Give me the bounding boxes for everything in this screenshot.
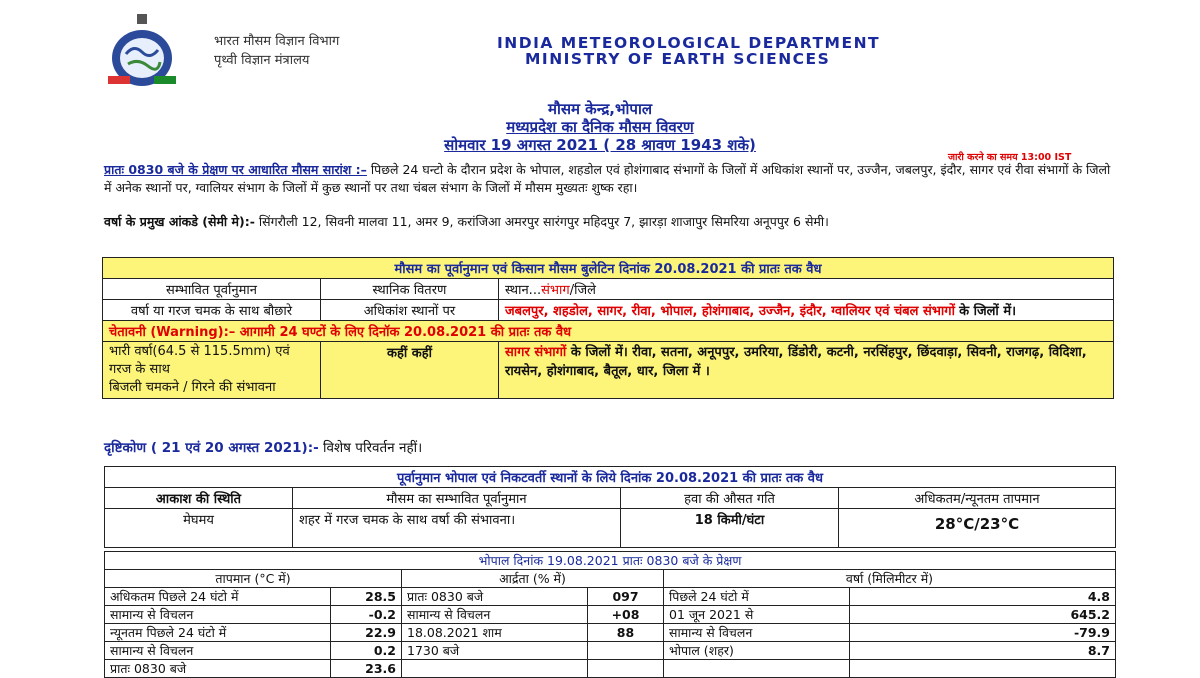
humidity-value: +08	[588, 606, 664, 624]
observation-rows	[105, 588, 1116, 678]
humidity-value: 097	[588, 588, 664, 606]
wind-header: हवा की औसत गति	[621, 488, 839, 509]
temperature-header: तापमान (°C में)	[105, 570, 402, 588]
rain-label: 01 जून 2021 से	[664, 606, 850, 624]
outlook-text: विशेष परिवर्तन नहीं।	[323, 440, 423, 456]
temp-label: सामान्य से विचलन	[105, 606, 331, 624]
places-col-suffix: /जिले	[569, 283, 596, 298]
temp-value: 22.9	[331, 624, 402, 642]
warning-places-text: के जिलों में। रीवा, सतना, अनूपपुर, उमरिया, डिंडोरी, कटनी, नरसिंहपुर, छिंदवाड़ा, सिवनी, राजगढ़, विदिशा, रायसेन, होशंगाबाद, बैतूल, धार, जिला में ।	[505, 345, 1087, 379]
dept-name-hindi: भारत मौसम विज्ञान विभाग	[214, 34, 340, 49]
rain-value: 4.8	[850, 588, 1116, 606]
summary-text: पिछले 24 घन्टो के दौरान प्रदेश के भोपाल, शहडोल एवं होशंगाबाद संभागों के जिलों में अधिकांश स्थानों पर, उज्जैन, जबलपुर, इंदौर, सागर एवं रीवा संभागों के जिलो में अनेक स्थानों पर, ग्वालियर संभाग के जिलों में कुछ स्थानों पर तथा चंबल संभाग के जिलों में मौसम मुख्यतः शुष्क रहा।	[104, 162, 1111, 195]
places-col-division: संभाग	[541, 283, 570, 298]
forecast-col-header: सम्भावित पूर्वानुमान	[103, 279, 321, 300]
report-title: मध्यप्रदेश का दैनिक मौसम विवरण	[506, 118, 694, 136]
humidity-header: आर्द्रता (% में)	[402, 570, 664, 588]
centre-title: मौसम केन्द्र,भोपाल	[547, 100, 652, 118]
warning-forecast-line1: भारी वर्षा(64.5 से 115.5mm) एवं गरज के साथ	[109, 344, 290, 377]
sky-value: मेघमय	[105, 509, 293, 548]
issue-time-value: 13:00 IST	[1020, 152, 1072, 163]
rain-value: 8.7	[850, 642, 1116, 660]
forecast-table	[102, 257, 1114, 399]
rain-value: 645.2	[850, 606, 1116, 624]
temp-value: -0.2	[331, 606, 402, 624]
rainfall-heading: वर्षा के प्रमुख आंकडे (सेमी मे):-	[104, 214, 255, 229]
temp-label: अधिकतम पिछले 24 घंटो में	[105, 588, 331, 606]
weather-summary	[104, 161, 1116, 196]
rainfall-text: सिंगरौली 12, सिवनी मालवा 11, अमर 9, करांजिआ अमरपुर सारंगपुर महिदपुर 7, झारड़ा शाजापुर सिमरिया अनूपपुर 6 सेमी।	[258, 214, 829, 229]
issue-time-label: जारी करने का समय	[948, 152, 1018, 163]
warning-places-red: सागर संभागों	[505, 345, 567, 360]
rainfall-section	[104, 213, 1116, 231]
rain-label: भोपाल (शहर)	[664, 642, 850, 660]
observation-row	[105, 642, 1116, 660]
humidity-value: 88	[588, 624, 664, 642]
observation-row	[105, 606, 1116, 624]
weather-header: मौसम का सम्भावित पूर्वानुमान	[293, 488, 621, 509]
temp-value: 28.5	[331, 588, 402, 606]
sky-header: आकाश की स्थिति	[105, 488, 293, 509]
warning-places	[499, 342, 1114, 399]
distribution-col-header: स्थानिक वितरण	[321, 279, 499, 300]
humidity-label: प्रातः 0830 बजे	[402, 588, 588, 606]
dept-name-english: INDIA METEOROLOGICAL DEPARTMENT	[497, 34, 881, 52]
humidity-label: 1730 बजे	[402, 642, 588, 660]
rain-label: पिछले 24 घंटो में	[664, 588, 850, 606]
forecast-row-distribution: अधिकांश स्थानों पर	[321, 300, 499, 321]
places-col-header	[499, 279, 1114, 300]
temp-value: 0.2	[331, 642, 402, 660]
report-date: सोमवार 19 अगस्त 2021 ( 28 श्रावण 1943 शके)	[444, 136, 756, 154]
observation-row	[105, 588, 1116, 606]
warning-distribution: कहीं कहीं	[321, 342, 499, 399]
warning-forecast-line2: बिजली चमकने / गिरने की संभावना	[109, 380, 276, 395]
temp-value: 28°C/23°C	[839, 509, 1116, 548]
humidity-value	[588, 642, 664, 660]
observation-title: भोपाल दिनांक 19.08.2021 प्रातः 0830 बजे के प्रेक्षण	[105, 552, 1116, 570]
summary-heading: प्रातः 0830 बजे के प्रेक्षण पर आधारित मौसम सारांश :–	[104, 162, 367, 177]
temp-value: 23.6	[331, 660, 402, 678]
ministry-name-hindi: पृथ्वी विज्ञान मंत्रालय	[214, 53, 310, 68]
ministry-name-english: MINISTRY OF EARTH SCIENCES	[525, 50, 831, 68]
rain-value: -79.9	[850, 624, 1116, 642]
outlook-heading: दृष्टिकोण ( 21 एवं 20 अगस्त 2021):-	[104, 440, 319, 456]
forecast-table-title: मौसम का पूर्वानुमान एवं किसान मौसम बुलेटिन दिनांक 20.08.2021 की प्रातः तक वैध	[103, 258, 1114, 279]
wind-value: 18 किमी/घंटा	[621, 509, 839, 548]
temp-label: प्रातः 0830 बजे	[105, 660, 331, 678]
weather-value: शहर में गरज चमक के साथ वर्षा की संभावना।	[293, 509, 621, 548]
imd-emblem-icon	[104, 14, 180, 88]
warning-title	[103, 321, 1114, 342]
humidity-label: सामान्य से विचलन	[402, 606, 588, 624]
outlook-section	[104, 438, 422, 456]
temp-label: न्यूनतम पिछले 24 घंटो में	[105, 624, 331, 642]
observation-row	[105, 624, 1116, 642]
rainfall-header: वर्षा (मिलिमीटर में)	[664, 570, 1116, 588]
forecast-row-forecast: वर्षा या गरज चमक के साथ बौछारे	[103, 300, 321, 321]
places-col-prefix: स्थान...	[505, 283, 542, 298]
warning-forecast	[103, 342, 321, 399]
bhopal-forecast-table	[104, 466, 1116, 548]
temp-label: सामान्य से विचलन	[105, 642, 331, 660]
forecast-row-places-suffix: के जिलों में।	[959, 304, 1017, 319]
forecast-row-places-red: जबलपुर, शहडोल, सागर, रीवा, भोपाल, होशंगाबाद, उज्जैन, इंदौर, ग्वालियर एवं चंबल संभागों	[505, 304, 955, 319]
observation-table	[104, 551, 1116, 678]
bhopal-forecast-title: पूर्वानुमान भोपाल एवं निकटवर्ती स्थानों के लिये दिनांक 20.08.2021 की प्रातः तक वैध	[105, 467, 1116, 488]
humidity-label: 18.08.2021 शाम	[402, 624, 588, 642]
warning-title-text: चेतावनी (Warning):– आगामी 24 घण्टों के लिए दिनॉक 20.08.2021 की प्रातः तक वैध	[109, 325, 572, 340]
rain-label: सामान्य से विचलन	[664, 624, 850, 642]
temp-header: अधिकतम/न्यूनतम तापमान	[839, 488, 1116, 509]
forecast-row-places	[499, 300, 1114, 321]
